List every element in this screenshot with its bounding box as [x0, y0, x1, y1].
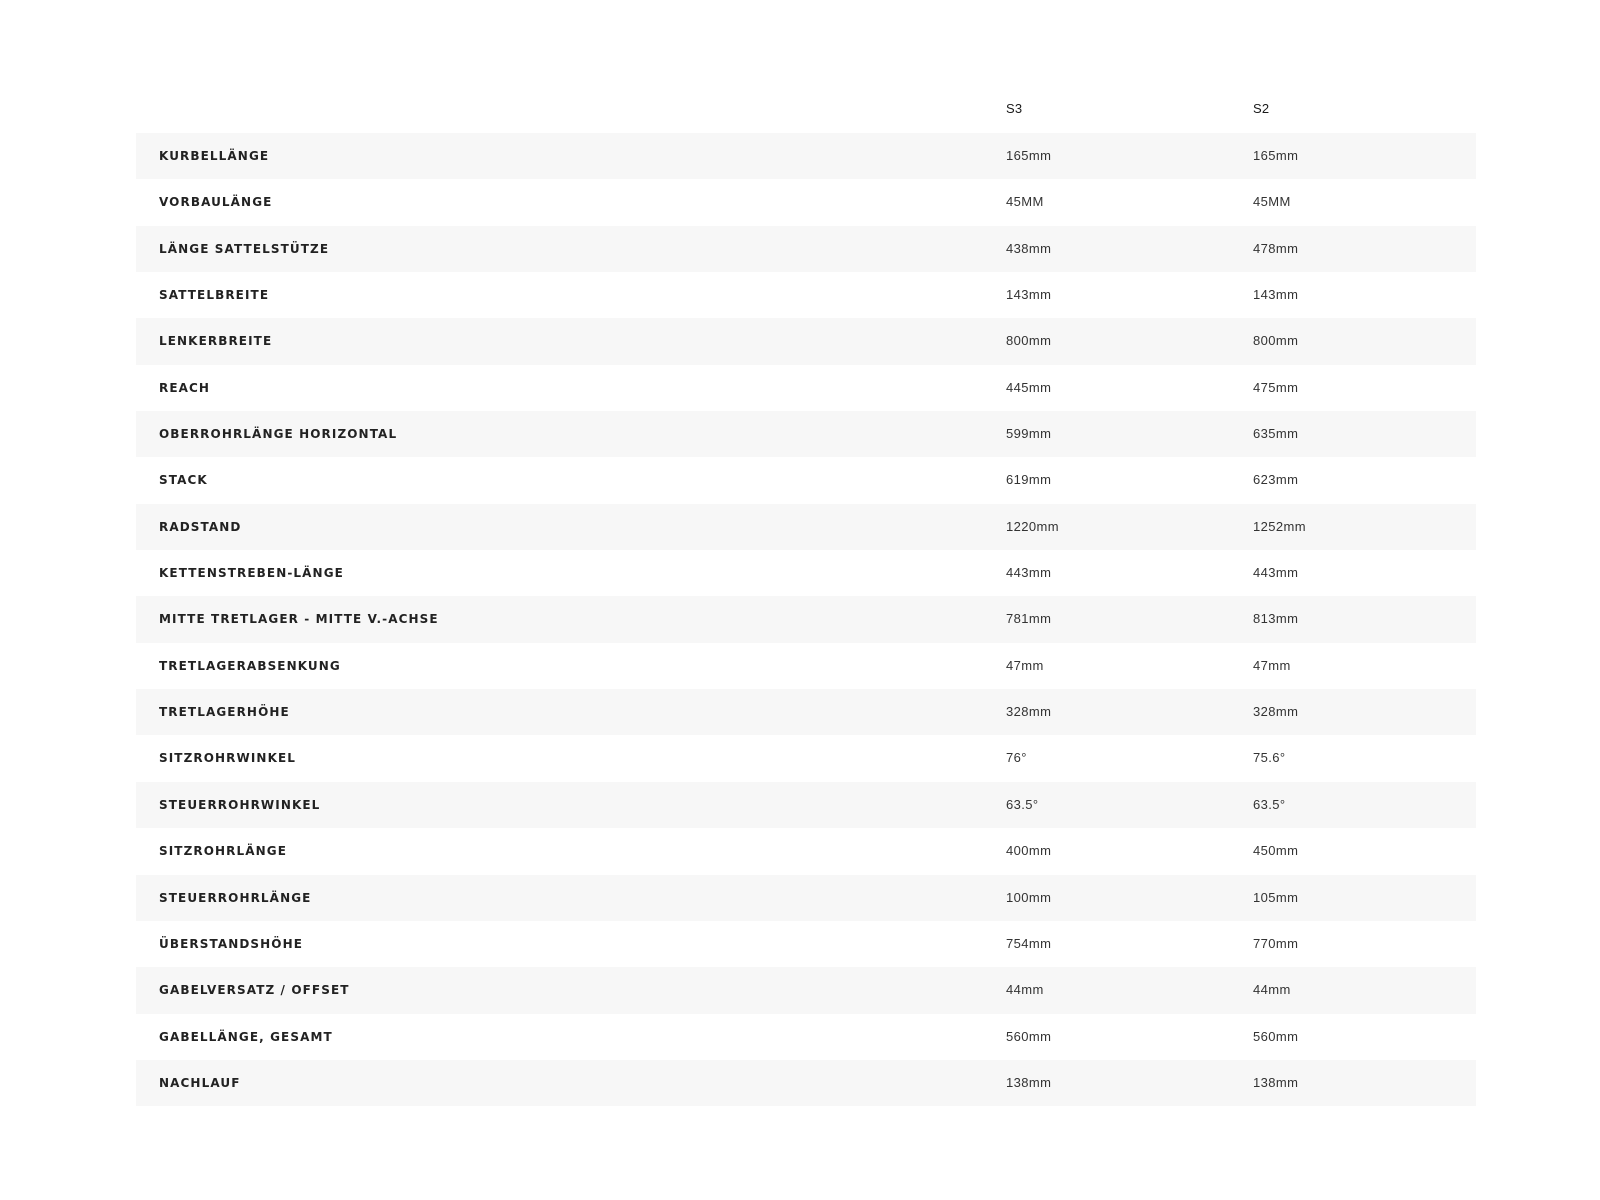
value-s2: 143mm — [1253, 287, 1299, 303]
value-s2: 450mm — [1253, 843, 1299, 859]
value-s3: 560mm — [1006, 1028, 1052, 1044]
table-row — [136, 1014, 1476, 1060]
value-s2: 635mm — [1253, 426, 1299, 442]
value-s2: 138mm — [1253, 1074, 1299, 1090]
value-s3: 754mm — [1006, 935, 1052, 951]
value-s2: 63.5° — [1253, 796, 1286, 812]
row-label: KETTENSTREBEN-LÄNGE — [159, 566, 344, 581]
row-label: MITTE TRETLAGER - MITTE V.-ACHSE — [159, 612, 439, 627]
table-row — [136, 782, 1476, 828]
value-s3: 328mm — [1006, 704, 1052, 720]
value-s3: 100mm — [1006, 889, 1052, 905]
row-label: LENKERBREITE — [159, 334, 273, 349]
row-label: TRETLAGERABSENKUNG — [159, 658, 341, 673]
value-s2: 44mm — [1253, 982, 1291, 998]
table-header — [136, 87, 1476, 133]
row-label: VORBAULÄNGE — [159, 195, 273, 210]
value-s3: 443mm — [1006, 565, 1052, 581]
value-s2: 1252mm — [1253, 518, 1306, 534]
value-s3: 44mm — [1006, 982, 1044, 998]
table-row — [136, 689, 1476, 735]
table-row — [136, 1060, 1476, 1106]
row-label: SITZROHRLÄNGE — [159, 844, 288, 859]
value-s3: 800mm — [1006, 333, 1052, 349]
row-label: GABELLÄNGE, GESAMT — [159, 1029, 333, 1044]
row-label: KURBELLÄNGE — [159, 149, 270, 163]
table-row — [136, 133, 1476, 179]
table-row — [136, 596, 1476, 642]
value-s2: 328mm — [1253, 704, 1299, 720]
value-s2: 813mm — [1253, 611, 1299, 627]
value-s2: 800mm — [1253, 333, 1299, 349]
value-s2: 443mm — [1253, 565, 1299, 581]
value-s3: 1220mm — [1006, 518, 1059, 534]
value-s3: 445mm — [1006, 379, 1052, 395]
row-label: ÜBERSTANDSHÖHE — [159, 936, 304, 951]
table-row — [136, 643, 1476, 689]
value-s2: 623mm — [1253, 472, 1299, 488]
value-s2: 165mm — [1253, 148, 1299, 163]
table-row — [136, 967, 1476, 1013]
value-s3: 76° — [1006, 750, 1027, 766]
table-row — [136, 318, 1476, 364]
value-s2: 770mm — [1253, 935, 1299, 951]
row-label: LÄNGE SATTELSTÜTZE — [159, 241, 330, 256]
column-header-s2[interactable]: S2 — [1253, 101, 1270, 116]
value-s3: 400mm — [1006, 843, 1052, 859]
table-row — [136, 504, 1476, 550]
row-label: SITZROHRWINKEL — [159, 751, 297, 766]
column-header-s3[interactable]: S3 — [1006, 101, 1023, 116]
value-s3: 47mm — [1006, 657, 1044, 673]
table-row — [136, 272, 1476, 318]
table-body — [136, 133, 1476, 1106]
table-row — [136, 550, 1476, 596]
value-s2: 75.6° — [1253, 750, 1286, 766]
row-label: NACHLAUF — [159, 1075, 241, 1090]
table-row — [136, 457, 1476, 503]
value-s3: 781mm — [1006, 611, 1052, 627]
row-label: OBERROHRLÄNGE HORIZONTAL — [159, 427, 398, 442]
table-row — [136, 411, 1476, 457]
value-s3: 45MM — [1006, 194, 1044, 210]
value-s3: 143mm — [1006, 287, 1052, 303]
row-label: STEUERROHRLÄNGE — [159, 890, 312, 905]
value-s3: 438mm — [1006, 240, 1052, 256]
value-s3: 138mm — [1006, 1074, 1052, 1090]
row-label: GABELVERSATZ / OFFSET — [159, 983, 350, 998]
row-label: SATTELBREITE — [159, 288, 270, 303]
table-row — [136, 365, 1476, 411]
table-row — [136, 226, 1476, 272]
value-s2: 475mm — [1253, 379, 1299, 395]
geometry-table — [136, 87, 1476, 1106]
value-s2: 105mm — [1253, 889, 1299, 905]
value-s3: 619mm — [1006, 472, 1052, 488]
table-row — [136, 735, 1476, 781]
row-label: STEUERROHRWINKEL — [159, 797, 321, 812]
value-s3: 63.5° — [1006, 796, 1039, 812]
table-row — [136, 179, 1476, 225]
value-s2: 478mm — [1253, 240, 1299, 256]
row-label: RADSTAND — [159, 519, 242, 534]
row-label: REACH — [159, 380, 211, 395]
table-row — [136, 921, 1476, 967]
row-label: TRETLAGERHÖHE — [159, 705, 290, 720]
table-row — [136, 828, 1476, 874]
value-s3: 165mm — [1006, 148, 1052, 163]
table-row — [136, 875, 1476, 921]
value-s2: 560mm — [1253, 1028, 1299, 1044]
row-label: STACK — [159, 473, 208, 488]
value-s3: 599mm — [1006, 426, 1052, 442]
value-s2: 47mm — [1253, 657, 1291, 673]
value-s2: 45MM — [1253, 194, 1291, 210]
